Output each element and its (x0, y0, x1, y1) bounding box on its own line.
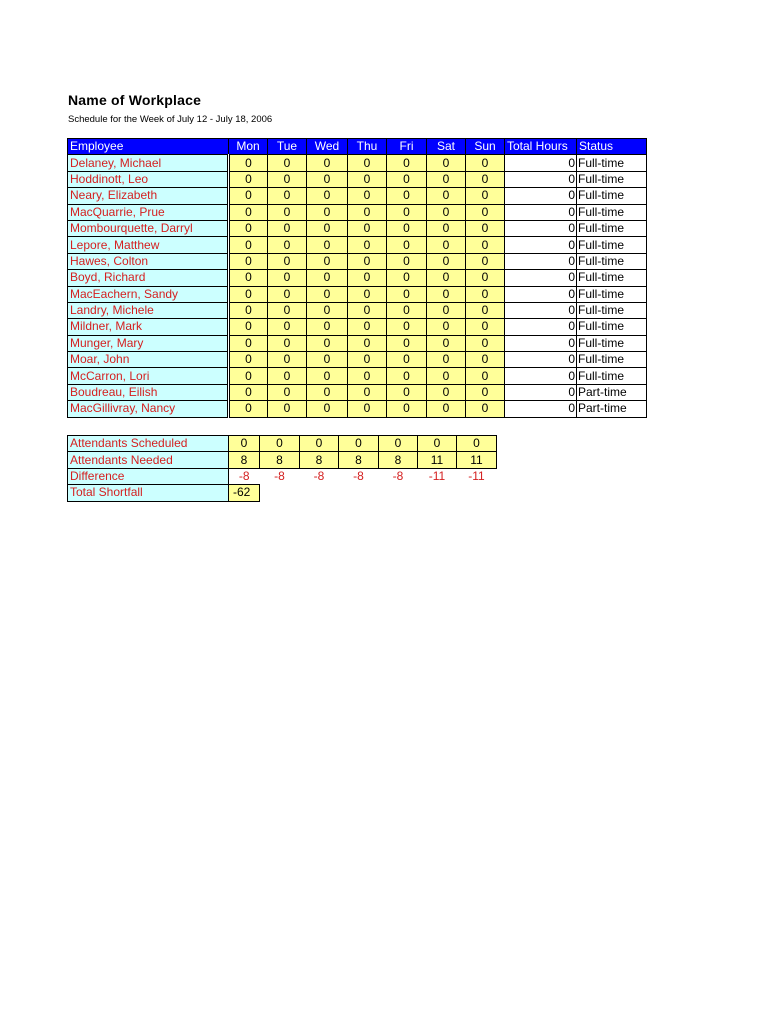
hours-cell-sun[interactable]: 0 (466, 253, 505, 269)
hours-cell-thu[interactable]: 0 (348, 384, 387, 400)
hours-cell-mon[interactable]: 0 (229, 155, 268, 171)
hours-cell-wed[interactable]: 0 (307, 220, 348, 236)
hours-cell-fri[interactable]: 0 (387, 384, 427, 400)
hours-cell-thu[interactable]: 0 (348, 352, 387, 368)
hours-cell-wed[interactable]: 0 (307, 401, 348, 417)
table-row (68, 302, 647, 318)
needed-cell-sat[interactable]: 11 (418, 452, 457, 468)
hours-cell-fri[interactable]: 0 (387, 171, 427, 187)
hours-cell-mon[interactable]: 0 (229, 286, 268, 302)
hours-cell-thu[interactable]: 0 (348, 155, 387, 171)
hours-cell-sat[interactable]: 0 (427, 286, 466, 302)
scheduled-cell-fri[interactable]: 0 (379, 436, 418, 452)
employee-name-cell[interactable]: Hoddinott, Leo (68, 171, 229, 187)
hours-cell-fri[interactable]: 0 (387, 335, 427, 351)
employee-name-cell[interactable]: MacGillivray, Nancy (68, 401, 229, 417)
hours-cell-tue[interactable]: 0 (268, 286, 307, 302)
hours-cell-sun[interactable]: 0 (466, 384, 505, 400)
hours-cell-thu[interactable]: 0 (348, 335, 387, 351)
hours-cell-tue[interactable]: 0 (268, 401, 307, 417)
needed-cell-fri[interactable]: 8 (379, 452, 418, 468)
hours-cell-fri[interactable]: 0 (387, 188, 427, 204)
hours-cell-sat[interactable]: 0 (427, 171, 466, 187)
status-cell[interactable]: Full-time (577, 286, 647, 302)
hours-cell-mon[interactable]: 0 (229, 188, 268, 204)
hours-cell-sun[interactable]: 0 (466, 352, 505, 368)
scheduled-cell-tue[interactable]: 0 (260, 436, 300, 452)
hours-cell-sat[interactable]: 0 (427, 188, 466, 204)
header-tue[interactable]: Tue (268, 139, 307, 155)
table-row (68, 220, 647, 236)
scheduled-label: Attendants Scheduled (68, 436, 229, 452)
employee-name-cell[interactable]: Mombourquette, Darryl (68, 220, 229, 236)
status-cell[interactable]: Full-time (577, 352, 647, 368)
table-row (68, 270, 647, 286)
header-total-hours[interactable]: Total Hours (505, 139, 577, 155)
total-hours-cell[interactable]: 0 (505, 237, 577, 253)
employee-name-cell[interactable]: Landry, Michele (68, 302, 229, 318)
blank-cell (260, 485, 300, 501)
header-sun[interactable]: Sun (466, 139, 505, 155)
hours-cell-sat[interactable]: 0 (427, 270, 466, 286)
page-title: Name of Workplace (68, 92, 202, 108)
hours-cell-sun[interactable]: 0 (466, 286, 505, 302)
blank-cell (457, 485, 497, 501)
hours-cell-thu[interactable]: 0 (348, 270, 387, 286)
hours-cell-fri[interactable]: 0 (387, 352, 427, 368)
hours-cell-sat[interactable]: 0 (427, 253, 466, 269)
hours-cell-mon[interactable]: 0 (229, 270, 268, 286)
hours-cell-thu[interactable]: 0 (348, 253, 387, 269)
hours-cell-wed[interactable]: 0 (307, 368, 348, 384)
table-row (68, 286, 647, 302)
difference-cell-fri: -8 (392, 469, 404, 484)
total-hours-cell[interactable]: 0 (505, 220, 577, 236)
total-hours-cell[interactable]: 0 (505, 188, 577, 204)
total-hours-cell[interactable]: 0 (505, 335, 577, 351)
status-cell[interactable]: Full-time (577, 270, 647, 286)
employee-name-cell[interactable]: Moar, John (68, 352, 229, 368)
hours-cell-tue[interactable]: 0 (268, 188, 307, 204)
hours-cell-sun[interactable]: 0 (466, 188, 505, 204)
status-cell[interactable]: Full-time (577, 204, 647, 220)
needed-cell-sun[interactable]: 11 (457, 452, 497, 468)
table-row (68, 204, 647, 220)
hours-cell-fri[interactable]: 0 (387, 220, 427, 236)
header-sat[interactable]: Sat (427, 139, 466, 155)
table-row (68, 253, 647, 269)
hours-cell-sat[interactable]: 0 (427, 368, 466, 384)
header-mon[interactable]: Mon (229, 139, 268, 155)
hours-cell-sat[interactable]: 0 (427, 237, 466, 253)
hours-cell-sat[interactable]: 0 (427, 335, 466, 351)
total-hours-cell[interactable]: 0 (505, 352, 577, 368)
hours-cell-sun[interactable]: 0 (466, 171, 505, 187)
table-row (68, 237, 647, 253)
employee-name-cell[interactable]: Munger, Mary (68, 335, 229, 351)
hours-cell-sun[interactable]: 0 (466, 155, 505, 171)
status-cell[interactable]: Full-time (577, 253, 647, 269)
table-row (68, 401, 647, 417)
schedule-header-row (68, 139, 647, 155)
shortfall-label: Total Shortfall (68, 485, 229, 501)
table-row (68, 368, 647, 384)
hours-cell-thu[interactable]: 0 (348, 237, 387, 253)
status-cell[interactable]: Part-time (577, 401, 647, 417)
scheduled-cell-mon[interactable]: 0 (229, 436, 260, 452)
hours-cell-sun[interactable]: 0 (466, 270, 505, 286)
summary-row-needed (68, 452, 497, 468)
shortfall-value[interactable]: -62 (229, 485, 260, 501)
blank-cell (339, 485, 379, 501)
hours-cell-fri[interactable]: 0 (387, 401, 427, 417)
scheduled-cell-sun[interactable]: 0 (457, 436, 497, 452)
table-row (68, 155, 647, 171)
needed-cell-mon[interactable]: 8 (229, 452, 260, 468)
table-row (68, 335, 647, 351)
status-cell[interactable]: Full-time (577, 368, 647, 384)
employee-name-cell[interactable]: Delaney, Michael (68, 155, 229, 171)
hours-cell-tue[interactable]: 0 (268, 220, 307, 236)
hours-cell-wed[interactable]: 0 (307, 335, 348, 351)
needed-cell-wed[interactable]: 8 (300, 452, 339, 468)
hours-cell-sat[interactable]: 0 (427, 319, 466, 335)
status-cell[interactable]: Full-time (577, 220, 647, 236)
total-hours-cell[interactable]: 0 (505, 270, 577, 286)
hours-cell-tue[interactable]: 0 (268, 155, 307, 171)
blank-cell (418, 485, 457, 501)
hours-cell-tue[interactable]: 0 (268, 253, 307, 269)
blank-cell (300, 485, 339, 501)
total-hours-cell[interactable]: 0 (505, 171, 577, 187)
total-hours-cell[interactable]: 0 (505, 253, 577, 269)
header-wed[interactable]: Wed (307, 139, 348, 155)
status-cell[interactable]: Full-time (577, 319, 647, 335)
hours-cell-thu[interactable]: 0 (348, 204, 387, 220)
hours-cell-tue[interactable]: 0 (268, 319, 307, 335)
hours-cell-mon[interactable]: 0 (229, 171, 268, 187)
header-employee[interactable]: Employee (68, 139, 229, 155)
hours-cell-mon[interactable]: 0 (229, 204, 268, 220)
hours-cell-tue[interactable]: 0 (268, 171, 307, 187)
total-hours-cell[interactable]: 0 (505, 384, 577, 400)
hours-cell-thu[interactable]: 0 (348, 368, 387, 384)
hours-cell-tue[interactable]: 0 (268, 368, 307, 384)
hours-cell-tue[interactable]: 0 (268, 204, 307, 220)
hours-cell-wed[interactable]: 0 (307, 384, 348, 400)
difference-cell-thu: -8 (353, 469, 364, 484)
hours-cell-tue[interactable]: 0 (268, 270, 307, 286)
difference-cell-tue: -8 (274, 469, 285, 484)
difference-label: Difference (68, 468, 229, 484)
summary-row-shortfall (68, 485, 497, 501)
employee-name-cell[interactable]: MacQuarrie, Prue (68, 204, 229, 220)
employee-name-cell[interactable]: Boudreau, Eilish (68, 384, 229, 400)
hours-cell-mon[interactable]: 0 (229, 368, 268, 384)
scheduled-cell-thu[interactable]: 0 (339, 436, 379, 452)
page-subtitle: Schedule for the Week of July 12 - July 18, 2006 (68, 114, 273, 125)
status-cell[interactable]: Full-time (577, 188, 647, 204)
total-hours-cell[interactable]: 0 (505, 401, 577, 417)
hours-cell-sun[interactable]: 0 (466, 204, 505, 220)
hours-cell-mon[interactable]: 0 (229, 220, 268, 236)
hours-cell-sat[interactable]: 0 (427, 401, 466, 417)
hours-cell-sat[interactable]: 0 (427, 204, 466, 220)
hours-cell-thu[interactable]: 0 (348, 302, 387, 318)
hours-cell-wed[interactable]: 0 (307, 319, 348, 335)
hours-cell-mon[interactable]: 0 (229, 253, 268, 269)
table-row (68, 188, 647, 204)
employee-name-cell[interactable]: Boyd, Richard (68, 270, 229, 286)
hours-cell-sat[interactable]: 0 (427, 220, 466, 236)
employee-name-cell[interactable]: MacEachern, Sandy (68, 286, 229, 302)
hours-cell-mon[interactable]: 0 (229, 319, 268, 335)
table-row (68, 319, 647, 335)
needed-label: Attendants Needed (68, 452, 229, 468)
total-hours-cell[interactable]: 0 (505, 204, 577, 220)
hours-cell-fri[interactable]: 0 (387, 302, 427, 318)
hours-cell-wed[interactable]: 0 (307, 270, 348, 286)
schedule-table (67, 138, 647, 418)
hours-cell-tue[interactable]: 0 (268, 237, 307, 253)
hours-cell-wed[interactable]: 0 (307, 204, 348, 220)
table-row (68, 171, 647, 187)
hours-cell-fri[interactable]: 0 (387, 237, 427, 253)
total-hours-cell[interactable]: 0 (505, 286, 577, 302)
hours-cell-mon[interactable]: 0 (229, 302, 268, 318)
hours-cell-tue[interactable]: 0 (268, 384, 307, 400)
status-cell[interactable]: Full-time (577, 237, 647, 253)
hours-cell-thu[interactable]: 0 (348, 220, 387, 236)
hours-cell-mon[interactable]: 0 (229, 384, 268, 400)
hours-cell-sun[interactable]: 0 (466, 368, 505, 384)
hours-cell-sun[interactable]: 0 (466, 401, 505, 417)
hours-cell-sun[interactable]: 0 (466, 319, 505, 335)
hours-cell-mon[interactable]: 0 (229, 401, 268, 417)
hours-cell-tue[interactable]: 0 (268, 302, 307, 318)
employee-name-cell[interactable]: Lepore, Matthew (68, 237, 229, 253)
employee-name-cell[interactable]: Hawes, Colton (68, 253, 229, 269)
hours-cell-mon[interactable]: 0 (229, 335, 268, 351)
hours-cell-sat[interactable]: 0 (427, 352, 466, 368)
hours-cell-wed[interactable]: 0 (307, 155, 348, 171)
hours-cell-thu[interactable]: 0 (348, 401, 387, 417)
employee-name-cell[interactable]: McCarron, Lori (68, 368, 229, 384)
status-cell[interactable]: Full-time (577, 335, 647, 351)
hours-cell-wed[interactable]: 0 (307, 352, 348, 368)
difference-cell-sun: -11 (468, 469, 485, 484)
hours-cell-wed[interactable]: 0 (307, 286, 348, 302)
summary-row-scheduled (68, 436, 497, 452)
hours-cell-tue[interactable]: 0 (268, 352, 307, 368)
hours-cell-wed[interactable]: 0 (307, 188, 348, 204)
hours-cell-sat[interactable]: 0 (427, 384, 466, 400)
hours-cell-fri[interactable]: 0 (387, 253, 427, 269)
hours-cell-wed[interactable]: 0 (307, 171, 348, 187)
hours-cell-fri[interactable]: 0 (387, 319, 427, 335)
difference-cell-wed: -8 (313, 469, 325, 484)
hours-cell-sat[interactable]: 0 (427, 155, 466, 171)
hours-cell-thu[interactable]: 0 (348, 171, 387, 187)
hours-cell-tue[interactable]: 0 (268, 335, 307, 351)
hours-cell-mon[interactable]: 0 (229, 237, 268, 253)
hours-cell-fri[interactable]: 0 (387, 286, 427, 302)
hours-cell-fri[interactable]: 0 (387, 204, 427, 220)
header-fri[interactable]: Fri (387, 139, 427, 155)
hours-cell-sun[interactable]: 0 (466, 302, 505, 318)
header-thu[interactable]: Thu (348, 139, 387, 155)
needed-cell-thu[interactable]: 8 (339, 452, 379, 468)
hours-cell-sat[interactable]: 0 (427, 302, 466, 318)
hours-cell-wed[interactable]: 0 (307, 237, 348, 253)
status-cell[interactable]: Part-time (577, 384, 647, 400)
total-hours-cell[interactable]: 0 (505, 319, 577, 335)
hours-cell-mon[interactable]: 0 (229, 352, 268, 368)
difference-cell-mon: -8 (238, 468, 250, 483)
total-hours-cell[interactable]: 0 (505, 155, 577, 171)
hours-cell-fri[interactable]: 0 (387, 270, 427, 286)
hours-cell-sun[interactable]: 0 (466, 237, 505, 253)
scheduled-cell-sat[interactable]: 0 (418, 436, 457, 452)
hours-cell-fri[interactable]: 0 (387, 368, 427, 384)
status-cell[interactable]: Full-time (577, 171, 647, 187)
hours-cell-sun[interactable]: 0 (466, 220, 505, 236)
status-cell[interactable]: Full-time (577, 302, 647, 318)
hours-cell-wed[interactable]: 0 (307, 302, 348, 318)
hours-cell-wed[interactable]: 0 (307, 253, 348, 269)
header-status[interactable]: Status (577, 139, 647, 155)
table-row (68, 352, 647, 368)
summary-table (67, 435, 497, 502)
hours-cell-sun[interactable]: 0 (466, 335, 505, 351)
difference-cell-sat: -11 (428, 469, 446, 484)
table-row (68, 384, 647, 400)
needed-cell-tue[interactable]: 8 (260, 452, 300, 468)
scheduled-cell-wed[interactable]: 0 (300, 436, 339, 452)
employee-name-cell[interactable]: Neary, Elizabeth (68, 188, 229, 204)
blank-cell (379, 485, 418, 501)
summary-row-difference (68, 468, 497, 484)
employee-name-cell[interactable]: Mildner, Mark (68, 319, 229, 335)
hours-cell-thu[interactable]: 0 (348, 319, 387, 335)
hours-cell-thu[interactable]: 0 (348, 286, 387, 302)
total-hours-cell[interactable]: 0 (505, 302, 577, 318)
status-cell[interactable]: Full-time (577, 155, 647, 171)
hours-cell-thu[interactable]: 0 (348, 188, 387, 204)
total-hours-cell[interactable]: 0 (505, 368, 577, 384)
hours-cell-fri[interactable]: 0 (387, 155, 427, 171)
